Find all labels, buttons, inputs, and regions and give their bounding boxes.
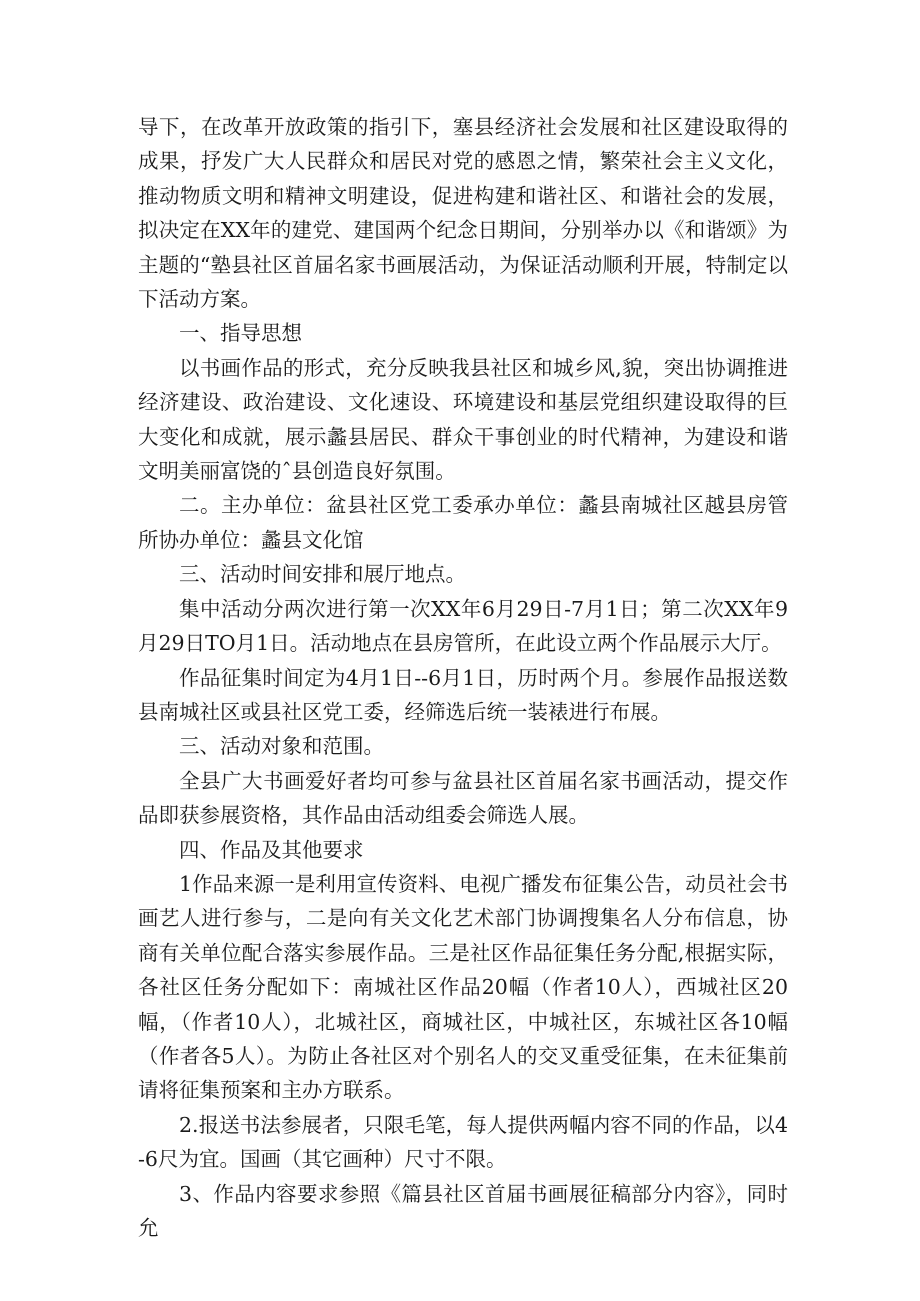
paragraph-schedule: 集中活动分两次进行第一次XX年6月29日-7月1日；第二次XX年9月29日TO月1日。活动地点在县房管所，在此设立两个作品展示大厅。 [138,596,788,656]
section-heading-schedule-venue: 三、活动时间安排和展厅地点。 [179,562,466,587]
section-heading-guiding-ideology: 一、指导思想 [179,321,302,346]
paragraph-requirement-3: 3、作品内容要求参照《篇县社区首届书画展征稿部分内容》，同时允 [138,1181,788,1240]
paragraph-guiding-ideology: 以书画作品的形式，充分反映我县社区和城乡风,貌，突出协调推进经济建设、政治建设、文化速设、环境建设和基层党组织建设取得的巨大变化和成就，展示蠡县居民、群众干事创业的时代精神，为建设和谐文明美丽富饶的ˆ县创造良好氛围。 [138,355,788,484]
paragraph-intro-continued: 导下，在改革开放政策的指引下，塞县经济社会发展和社区建设取得的成果，抒发广大人民群众和居民对党的感恩之情，繁荣社会主义文化，推动物质文明和精神文明建设，促进构建和谐社区、和谐社会的发展，拟决定在XX年的建党、建国两个纪念日期间，分别举办以《和谐颂》为主题的“塾县社区首届名家书画展活动，为保证活动顺利开展，特制定以下活动方案。 [138,115,788,312]
paragraph-requirement-1: 1作品来源一是利用宣传资料、电视广播发布征集公告，动员社会书画艺人进行参与，二是向有关文化艺术部门协调搜集名人分布信息，协商有关单位配合落实参展作品。三是社区作品征集任务分配,根据实际，各社区任务分配如下：南城社区作品20幅（作者10人），西城社区20幅，（作者10人），北城社区，商城社区，中城社区，东城社区各10幅（作者各5人）。为防止各社区对个别名人的交叉重受征集，在未征集前请将征集预案和主办方联系。 [138,871,788,1103]
paragraph-collection-period: 作品征集时间定为4月1日--6月1日，历时两个月。参展作品报送数县南城社区或县社区党工委，经筛选后统一装裱进行布展。 [138,665,788,724]
paragraph-participants: 全县广大书画爱好者均可参与盆县社区首届名家书画活动，提交作品即获参展资格，其作品由活动组委会筛选人展。 [138,768,788,828]
section-heading-participants-scope: 三、活动对象和范围。 [179,734,384,759]
paragraph-organizers: 二。主办单位：盆县社区党工委承办单位：蠡县南城社区越县房管所协办单位：蠡县文化馆 [138,493,788,552]
section-heading-requirements: 四、作品及其他要求 [179,837,364,862]
paragraph-requirement-2: 2.报送书法参展者，只限毛笔，每人提供两幅内容不同的作品，以4-6尺为宜。国画（其它画种）尺寸不限。 [138,1112,788,1172]
document-body [138,110,788,1245]
